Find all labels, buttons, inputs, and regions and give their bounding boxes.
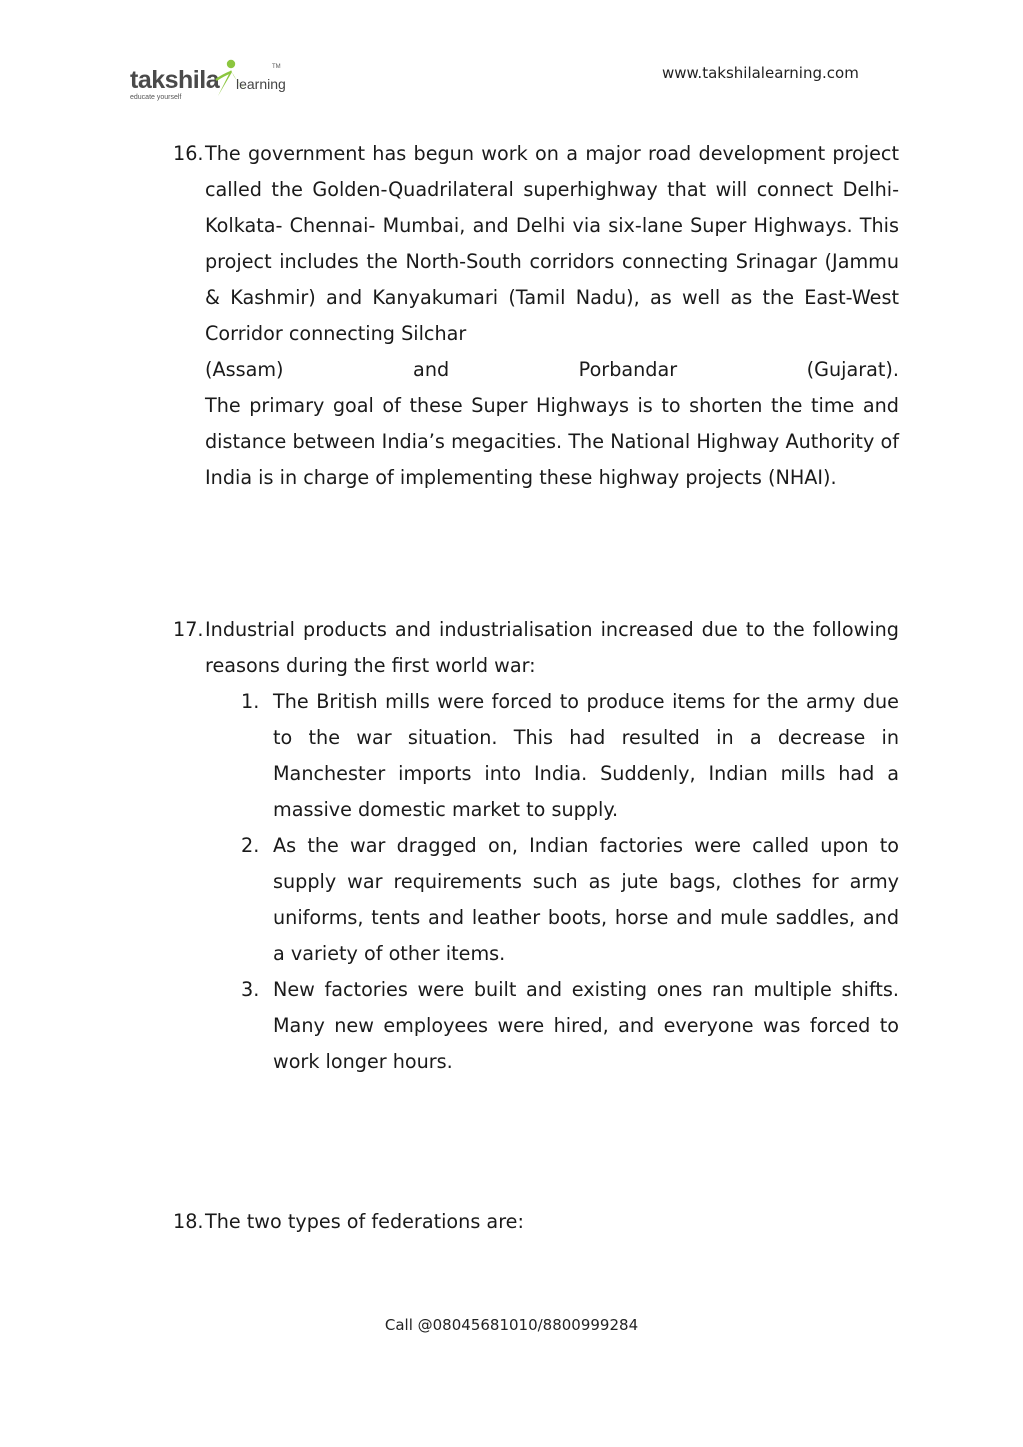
- website-url[interactable]: www.takshilalearning.com: [662, 64, 859, 82]
- footer-contact: Call @08045681010/8800999284: [384, 1316, 639, 1334]
- answer-intro: The two types of federations are:: [205, 1210, 524, 1233]
- list-item-number: 3.: [241, 978, 260, 1001]
- list-item: [241, 828, 899, 972]
- question-17: [173, 612, 899, 1080]
- logo-tagline: educate yourself: [130, 94, 182, 101]
- answer-paragraph: The government has begun work on a major road development project called the Golden-Quadrilateral superhighway that will connect Delhi- Kolkata- Chennai- Mumbai, and Delhi via six-lane Super Highways. This project includes the North-South corridors connecting Srinagar (Jammu & Kashmir) and Kanyakumari (Tamil Nadu), as well as the East-West Corridor connecting Silchar: [205, 142, 899, 345]
- list-item-text: New factories were built and existing ones ran multiple shifts. Many new employees were hired, and everyone was forced to work longer hours.: [273, 978, 899, 1073]
- reasons-list: [173, 684, 899, 1080]
- list-item-text: As the war dragged on, Indian factories were called upon to supply war requirements such as jute bags, clothes for army uniforms, tents and leather boots, horse and mule saddles, and a variety of other items.: [273, 834, 899, 965]
- list-item-text: The British mills were forced to produce items for the army due to the war situation. This had resulted in a decrease in Manchester imports into India. Suddenly, Indian mills had a massive domestic market to supply.: [273, 690, 899, 821]
- logo-learning-text: learning: [236, 76, 286, 92]
- answer-paragraph: The primary goal of these Super Highways is to shorten the time and distance between India’s megacities. The National Highway Authority of India is in charge of implementing these highway projects (NHAI).: [205, 394, 899, 489]
- list-item-number: 1.: [241, 690, 260, 713]
- question-18: [173, 1204, 899, 1240]
- logo-wordmark: takshila: [130, 66, 220, 94]
- question-number: 17.: [173, 618, 204, 641]
- question-number: 18.: [173, 1210, 204, 1233]
- list-item-number: 2.: [241, 834, 260, 857]
- question-16: [173, 136, 899, 496]
- answer-intro: Industrial products and industrialisation increased due to the following reasons during the first world war:: [205, 618, 899, 677]
- takshila-logo: [130, 58, 290, 104]
- question-number: 16.: [173, 142, 204, 165]
- list-item: [241, 684, 899, 828]
- logo-trademark: TM: [272, 64, 281, 70]
- list-item: [241, 972, 899, 1080]
- answer-line: (Assam) and Porbandar (Gujarat).: [205, 358, 899, 381]
